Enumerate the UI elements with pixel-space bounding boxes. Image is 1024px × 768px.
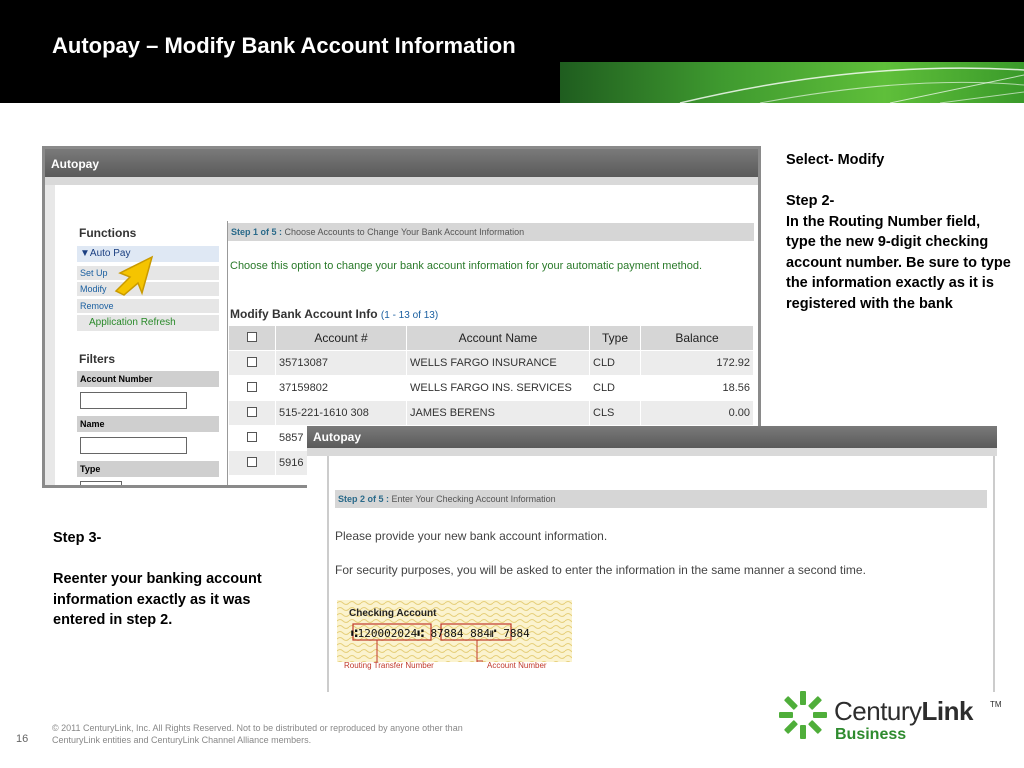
- micr-line: [351, 627, 530, 640]
- account-number-filter-input[interactable]: [80, 392, 187, 409]
- checking-account-label: Checking Account: [349, 608, 437, 619]
- slide-header: [0, 0, 1024, 103]
- menu-item-modify[interactable]: Modify: [77, 282, 219, 296]
- step3-note: [53, 528, 293, 631]
- name-filter-input[interactable]: [80, 437, 187, 454]
- balance-cell: 18.56: [722, 382, 750, 394]
- type-cell: CLD: [593, 382, 616, 394]
- account-name-cell: WELLS FARGO INSURANCE: [407, 351, 589, 375]
- functions-heading: Functions: [79, 226, 137, 240]
- column-header-type[interactable]: Type: [590, 326, 640, 350]
- row-checkbox[interactable]: [247, 407, 257, 417]
- modify-table-count: (1 - 13 of 13): [380, 310, 439, 321]
- yellow-arrow-icon: [112, 251, 160, 299]
- step1-description: Choose this option to change your bank account information for your automatic payment method.: [230, 260, 703, 272]
- step2-title: Step 2-: [786, 193, 835, 209]
- row-checkbox[interactable]: [247, 357, 257, 367]
- account-number-cell: 5916: [276, 451, 406, 475]
- window-title-bar: Autopay: [45, 149, 761, 177]
- triangle-down-icon: ▼: [80, 248, 90, 259]
- row-select-cell: [229, 401, 275, 425]
- balance-cell: 0.00: [641, 401, 753, 425]
- modify-table-title-text: Modify Bank Account Info: [230, 307, 378, 321]
- centurylink-starburst-icon: [778, 690, 828, 740]
- column-header-account-name[interactable]: Account Name: [407, 326, 589, 350]
- instruction-notes: [786, 150, 1011, 314]
- step1-prefix: Step 1 of 5 :: [231, 227, 283, 237]
- table-row: [229, 351, 753, 375]
- row-checkbox[interactable]: [247, 432, 257, 442]
- step2-text: Enter Your Checking Account Information: [391, 494, 556, 504]
- micr-account: 87884 884⑈: [430, 627, 497, 640]
- type-cell: CLS: [590, 401, 640, 425]
- centurylink-logo: [778, 688, 1010, 748]
- left-border: [327, 456, 329, 692]
- step3-title: Step 3-: [53, 530, 102, 546]
- step2-header-bar: [335, 490, 987, 508]
- header-swoosh-graphic: [560, 40, 1024, 103]
- copyright-notice: [52, 722, 532, 746]
- row-checkbox[interactable]: [247, 382, 257, 392]
- copyright-line-1: © 2011 CenturyLink, Inc. All Rights Reserved. Not to be distributed or reproduced by anyone other than: [52, 723, 463, 733]
- logo-business: Business: [835, 726, 907, 743]
- slide-title: Autopay – Modify Bank Account Information: [52, 33, 516, 58]
- copyright-line-2: CenturyLink entities and CenturyLink Channel Alliance members.: [52, 735, 312, 745]
- row-select-cell: [229, 426, 275, 450]
- account-name-cell: JAMES BERENS: [407, 401, 589, 425]
- account-number-cell: 5857: [279, 432, 304, 444]
- step1-text: Choose Accounts to Change Your Bank Account Information: [284, 227, 525, 237]
- balance-cell: 172.92: [641, 351, 753, 375]
- routing-number-caption: Routing Transfer Number: [344, 661, 434, 670]
- account-number-cell: 37159802: [279, 382, 328, 394]
- filter-label-account-number: Account Number: [77, 371, 219, 387]
- window-sub-bar: [45, 177, 761, 185]
- column-header-account-number[interactable]: Account #: [276, 326, 406, 350]
- select-modify-note: Select- Modify: [786, 152, 885, 168]
- micr-check: 7884: [503, 627, 530, 640]
- type-filter-select[interactable]: [80, 481, 122, 488]
- modify-table-title: [230, 307, 438, 321]
- window-sub-bar: [307, 448, 997, 456]
- filter-label-name: Name: [77, 416, 219, 432]
- account-name-cell: WELLS FARGO INS. SERVICES: [410, 382, 572, 394]
- table-row: [229, 376, 753, 400]
- filters-heading: Filters: [79, 352, 116, 366]
- left-gutter: [45, 185, 55, 488]
- account-number-caption: Account Number: [487, 661, 547, 670]
- select-all-column-header[interactable]: [229, 326, 275, 350]
- account-number-cell: 35713087: [276, 351, 406, 375]
- step3-body: Reenter your banking account information exactly as it was entered in step 2.: [53, 571, 262, 628]
- functions-autopay-label: Auto Pay: [89, 248, 131, 259]
- select-all-checkbox[interactable]: [247, 332, 257, 342]
- logo-wordmark: [834, 696, 973, 727]
- row-select-cell: [229, 351, 275, 375]
- security-message: For security purposes, you will be asked to enter the information in the same manner a second time.: [335, 563, 866, 577]
- step2-prefix: Step 2 of 5 :: [338, 494, 390, 504]
- step1-header-bar: [228, 223, 754, 241]
- page-number: 16: [16, 733, 29, 745]
- filter-label-type: Type: [77, 461, 219, 477]
- logo-word-bold: Link: [921, 696, 973, 726]
- table-row: [229, 401, 753, 425]
- step2-body: In the Routing Number field, type the new 9-digit checking account number. Be sure to type the information exactly as it is registered with the bank: [786, 213, 1011, 312]
- row-select-cell: [229, 376, 275, 400]
- row-checkbox[interactable]: [247, 457, 257, 467]
- account-number-cell: 515-221-1610 308: [276, 401, 406, 425]
- row-select-cell: [229, 451, 275, 475]
- right-border: [993, 456, 995, 692]
- column-header-balance[interactable]: Balance: [641, 326, 753, 350]
- window-title-bar: Autopay: [307, 426, 997, 448]
- menu-item-remove[interactable]: Remove: [77, 299, 219, 313]
- application-refresh-link[interactable]: Application Refresh: [77, 315, 219, 331]
- logo-word-regular: Century: [834, 696, 922, 726]
- provide-info-message: Please provide your new bank account information.: [335, 529, 608, 543]
- type-cell: CLD: [590, 351, 640, 375]
- micr-routing: ⑆120002024⑆: [351, 627, 424, 640]
- logo-trademark: TM: [990, 700, 1002, 709]
- table-header-row: [229, 326, 753, 350]
- autopay-screenshot-step2: [307, 426, 997, 692]
- menu-item-set-up[interactable]: Set Up: [77, 266, 219, 280]
